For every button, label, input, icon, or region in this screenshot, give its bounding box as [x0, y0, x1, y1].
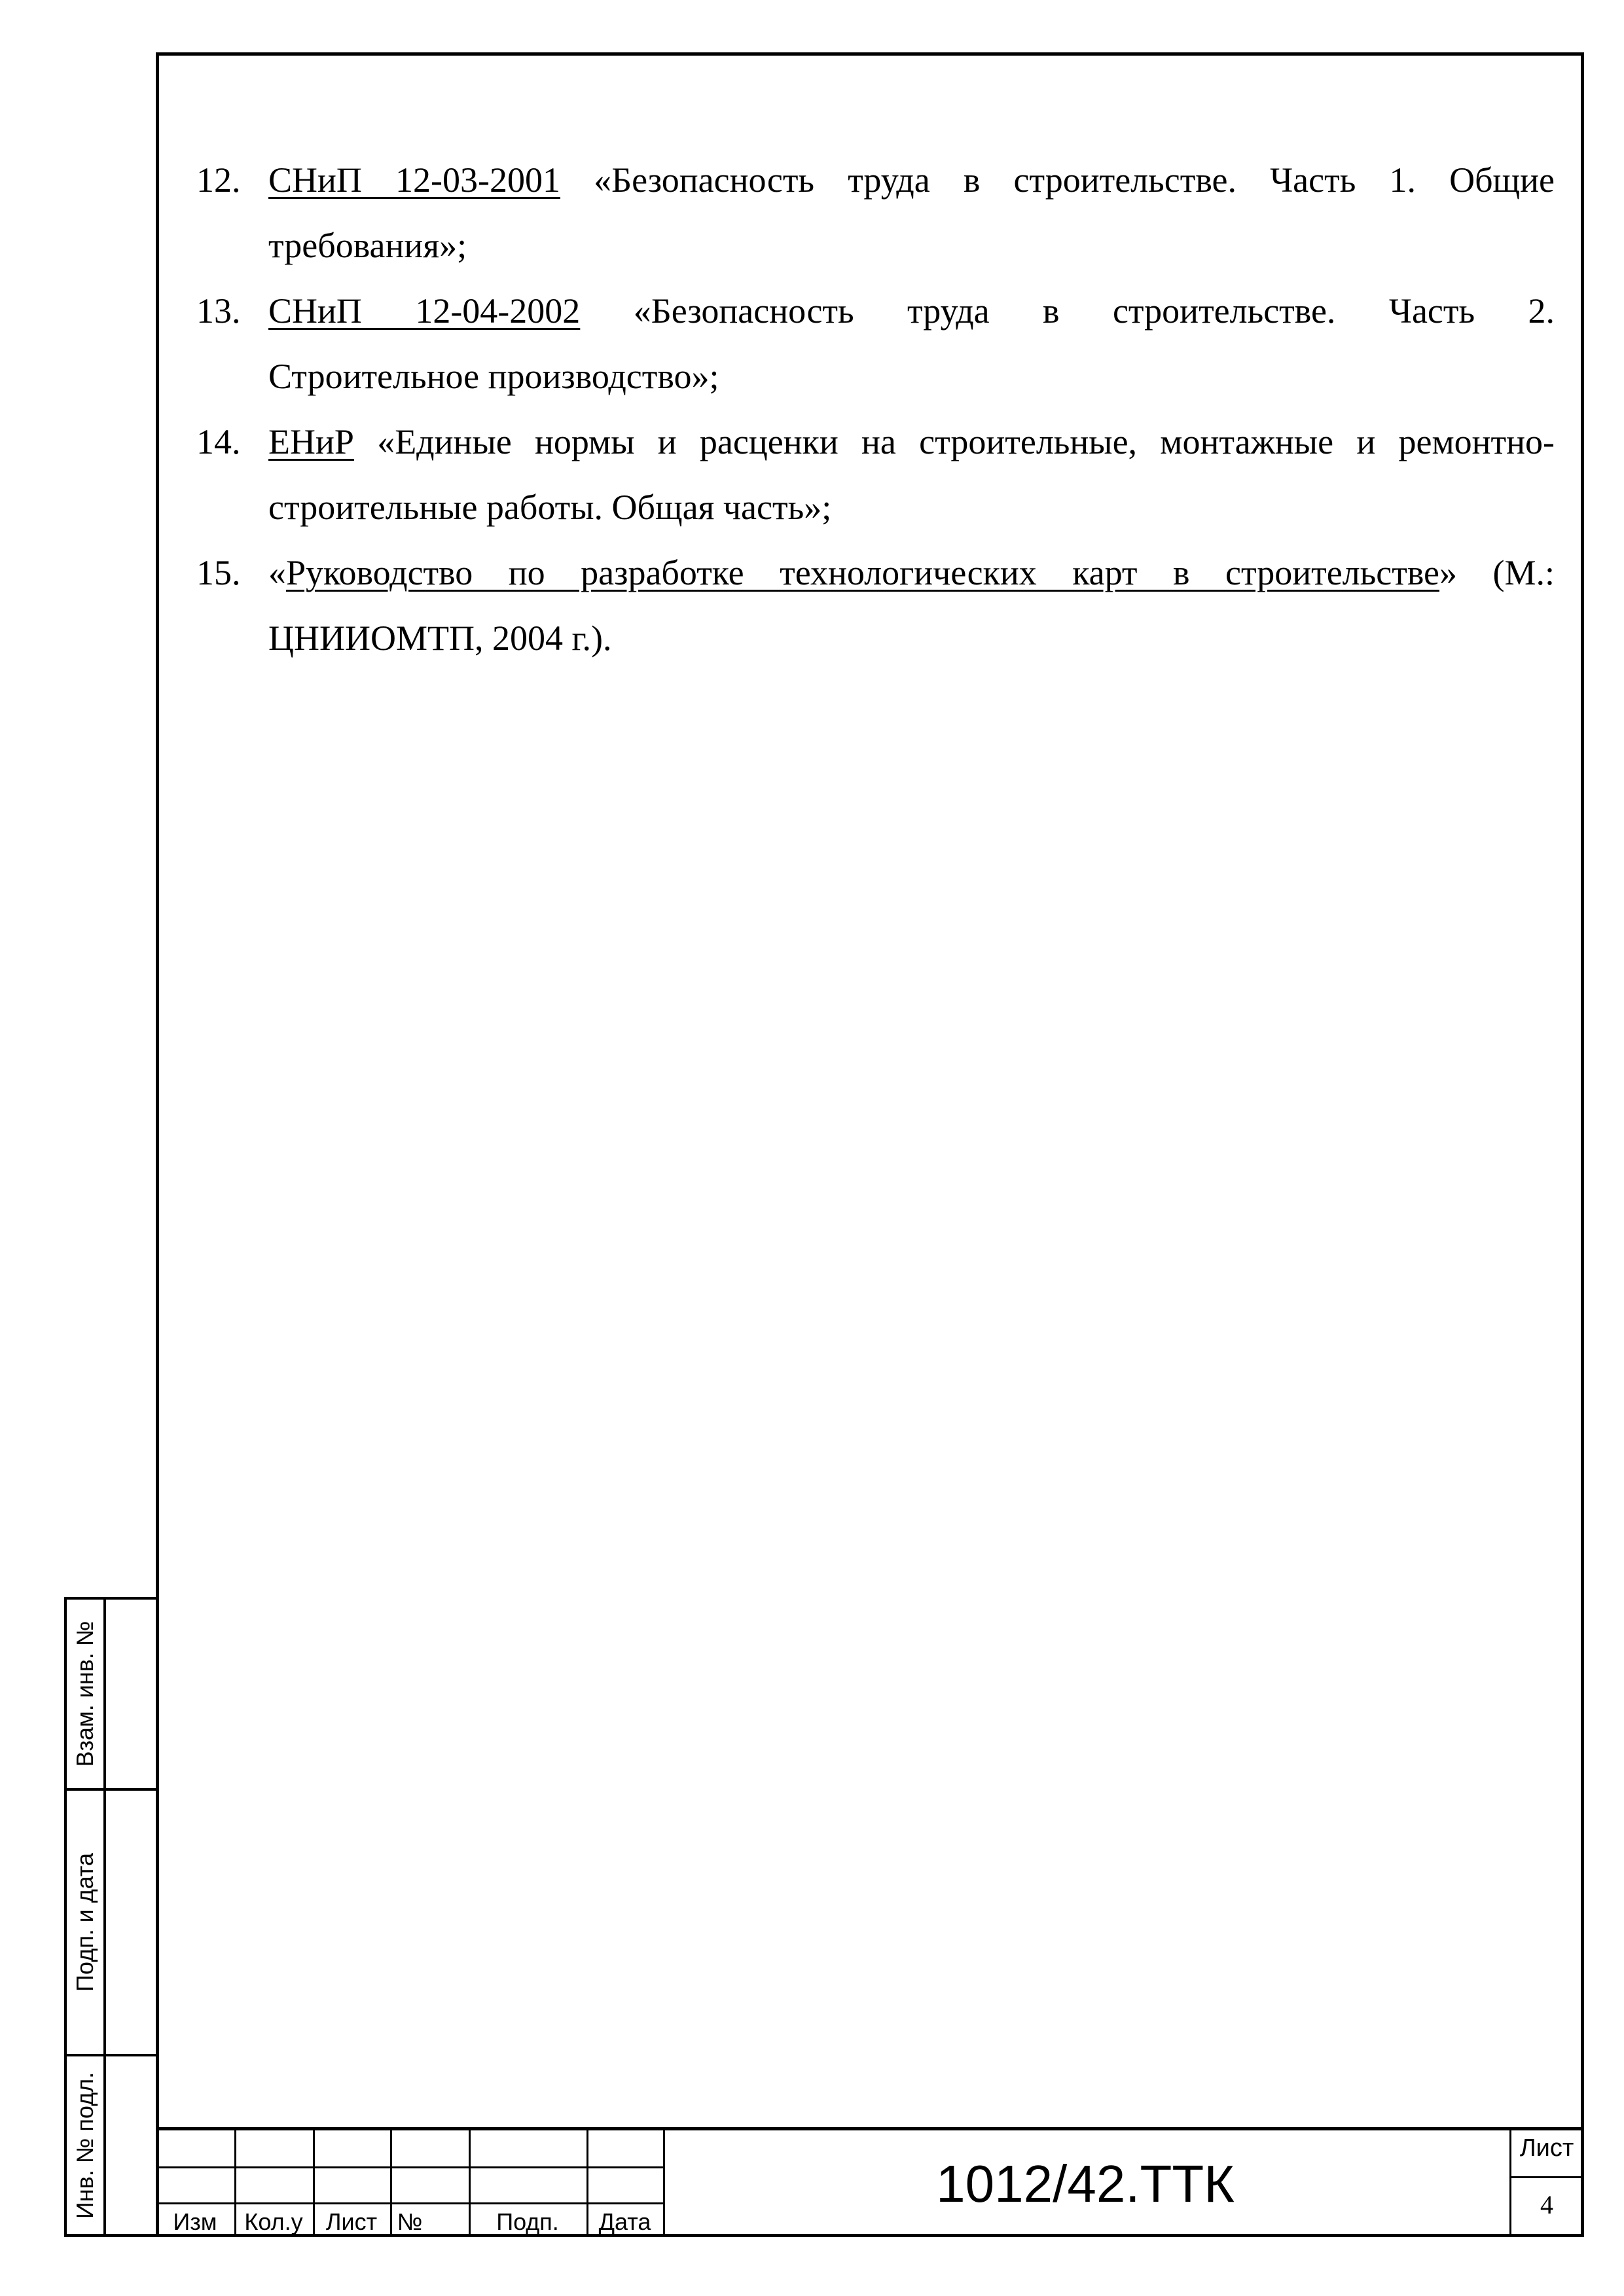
- col-header-sign: Подп.: [496, 2208, 559, 2235]
- reference-title: » (М.:: [1439, 553, 1555, 592]
- reference-line: [268, 278, 1555, 344]
- margin-cell-sign-date: [64, 1788, 156, 2056]
- title-block: [156, 2127, 1584, 2237]
- document-code: 1012/42.ТТК: [936, 2154, 1235, 2213]
- sheet-number: 4: [1540, 2190, 1553, 2219]
- reference-title: «Единые нормы и расценки на строительные, монтажные и ремонтно-: [377, 422, 1555, 461]
- col-header-list: Лист: [325, 2208, 378, 2235]
- reference-code-link[interactable]: СНиП 12-04-2002: [268, 291, 581, 331]
- reference-continuation: Строительное производство»;: [268, 357, 719, 396]
- reference-continuation: ЦНИИОМТП, 2004 г.).: [268, 619, 612, 658]
- reference-item: [196, 540, 1555, 605]
- margin-cell-inv-original: [64, 2054, 156, 2237]
- reference-continuation: строительные работы. Общая часть»;: [268, 488, 832, 527]
- reference-code-link[interactable]: Руководство по разработке технологических карт в строительстве: [286, 553, 1439, 592]
- reference-line: [268, 409, 1555, 475]
- reference-number: 12.: [196, 160, 241, 200]
- reference-item: [196, 147, 1555, 213]
- reference-continuation: требования»;: [268, 226, 467, 265]
- margin-label: Взам. инв. №: [71, 1621, 98, 1767]
- reference-code-link[interactable]: СНиП 12-03-2001: [268, 160, 560, 200]
- reference-item: [196, 278, 1555, 344]
- col-header-kol: Кол.у: [244, 2208, 303, 2235]
- col-header-date: Дата: [598, 2208, 651, 2235]
- sheet-label: Лист: [1519, 2134, 1574, 2162]
- col-header-num: №: [397, 2208, 423, 2235]
- reference-line: [268, 147, 1555, 213]
- reference-list: [196, 147, 1555, 671]
- quote-open: «: [268, 553, 286, 592]
- reference-number: 14.: [196, 422, 241, 461]
- reference-item: [196, 409, 1555, 475]
- margin-cell-inv-replace: [64, 1597, 156, 1791]
- reference-line: [268, 540, 1555, 605]
- reference-title: «Безопасность труда в строительстве. Часть 1. Общие: [594, 160, 1555, 200]
- reference-number: 15.: [196, 553, 241, 592]
- margin-label: Подп. и дата: [71, 1852, 98, 1992]
- margin-label: Инв. № подл.: [71, 2072, 98, 2219]
- reference-title: «Безопасность труда в строительстве. Часть 2.: [633, 291, 1555, 331]
- reference-number: 13.: [196, 291, 241, 331]
- col-header-izm: Изм: [173, 2208, 217, 2235]
- reference-code-link[interactable]: ЕНиР: [268, 422, 354, 461]
